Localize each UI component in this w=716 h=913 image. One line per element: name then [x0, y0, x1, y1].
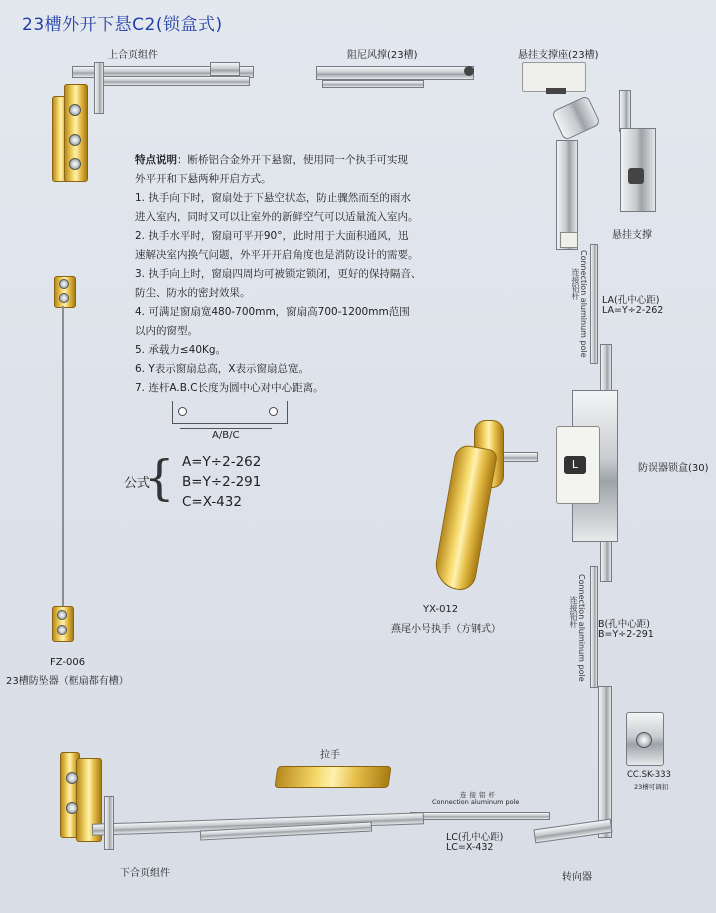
- description-line: 外平开和下悬两种开启方式。: [135, 173, 272, 185]
- la-rod-cn: 连接铝杆: [571, 268, 580, 300]
- keeper-note: 23槽可调扣: [634, 783, 669, 791]
- page-title: 23槽外开下悬C2(锁盒式): [22, 15, 223, 35]
- b-formula: B=Y÷2-291: [598, 629, 654, 640]
- hanger-seat-label: 悬挂支撑座(23槽): [518, 50, 599, 61]
- description-line: ：断桥铝合金外开下悬窗，使用同一个执手可实现: [177, 154, 408, 166]
- screw-icon: [66, 802, 78, 814]
- screw-icon: [69, 104, 81, 116]
- hanger-arm-end: [560, 232, 578, 248]
- description: [135, 151, 440, 398]
- brace-icon: {: [144, 450, 175, 506]
- bottom-hinge-label: 下合页组件: [120, 868, 170, 879]
- description-line: 3. 执手向上时，窗扇四周均可被锁定锁闭，更好的保持隔音、: [135, 268, 422, 280]
- lc-formula: LC=X-432: [446, 842, 494, 853]
- keeper-model: CC.SK-333: [627, 770, 671, 780]
- description-line: 5. 承载力≤40Kg。: [135, 344, 227, 356]
- hanger-arm-joint: [551, 95, 601, 141]
- hanger-support-catch: [628, 168, 644, 184]
- fz-cable: [62, 306, 64, 606]
- formula-list: [182, 452, 261, 512]
- formula-c: C=X-432: [182, 494, 242, 510]
- description-line: 1. 执手向下时，窗扇处于下悬空状态，防止骤然而至的雨水: [135, 192, 411, 204]
- description-line: 防尘、防水的密封效果。: [135, 287, 251, 299]
- screw-icon: [57, 625, 67, 635]
- top-hinge-arm-lower: [98, 76, 250, 86]
- hole-icon: [178, 407, 187, 416]
- description-line: 4. 可满足窗扇宽480-700mm，窗扇高700-1200mm范围: [135, 306, 410, 318]
- la-rod: [590, 244, 598, 364]
- screw-icon: [59, 293, 69, 303]
- lc-rod-en: Connection aluminum pole: [432, 798, 520, 806]
- description-line: 进入室内，同时又可以让室外的新鲜空气可以适量流入室内。: [135, 211, 419, 223]
- handle-name: 燕尾小号执手（方钢式）: [391, 624, 501, 635]
- b-rod-en: Connection aluminum pole: [577, 574, 586, 682]
- pull-label: 拉手: [320, 750, 340, 761]
- corner-horizontal: [533, 819, 612, 844]
- damper-rod: [322, 80, 424, 88]
- screw-icon: [66, 772, 78, 784]
- bottom-hinge-post: [104, 796, 114, 850]
- la-dist-label: LA(孔中心距): [602, 295, 660, 306]
- formula-b: B=Y÷2-291: [182, 474, 262, 490]
- hole-icon: [269, 407, 278, 416]
- abc-dimension-sketch: [172, 401, 288, 424]
- lc-rod: [410, 812, 550, 820]
- formula-label: 公式: [124, 476, 151, 491]
- description-heading: 特点说明: [135, 154, 177, 166]
- corner-vertical: [598, 686, 612, 838]
- damper-knob: [464, 66, 474, 76]
- handle-model: YX-012: [423, 604, 459, 615]
- top-hinge-post: [94, 62, 104, 114]
- screw-icon: [636, 732, 652, 748]
- damper-label: 阻尼风撑(23槽): [347, 50, 418, 61]
- description-line: 速解决室内换气问题，外平开开启角度也是消防设计的需要。: [135, 249, 419, 261]
- la-rod-en: Connection aluminum pole: [579, 250, 588, 358]
- b-rod-cn: 连接铝杆: [569, 596, 578, 628]
- corner-label: 转向器: [562, 872, 592, 883]
- hanger-support-rod: [619, 90, 631, 132]
- description-line: 2. 执手水平时，窗扇可平开90°，此时用于大面积通风，迅: [135, 230, 409, 242]
- handle-lever: [432, 443, 498, 592]
- screw-icon: [57, 610, 67, 620]
- anti-error-label: 防误器锁盒(30): [638, 463, 709, 474]
- top-hinge-slider: [210, 62, 240, 76]
- b-dist-label: B(孔中心距): [598, 619, 650, 630]
- screw-icon: [69, 134, 81, 146]
- lc-dist-label: LC(孔中心距): [446, 832, 504, 843]
- top-hinge-label: 上合页组件: [108, 50, 158, 61]
- description-line: 7. 连杆A.B.C长度为圆中心对中心距离。: [135, 382, 324, 394]
- screw-icon: [59, 279, 69, 289]
- la-formula: LA=Y÷2-262: [602, 305, 664, 316]
- description-line: 以内的窗型。: [135, 325, 198, 337]
- fz-name: 23槽防坠器（框扇都有槽）: [6, 676, 129, 687]
- lc-rod-cn: 连接铝杆: [460, 791, 498, 799]
- hanger-support-label: 悬挂支撑: [612, 230, 652, 241]
- screw-icon: [69, 158, 81, 170]
- lock-icon: L: [564, 456, 586, 474]
- pull-handle: [274, 766, 391, 788]
- dimension-line: [180, 428, 272, 429]
- abc-dimension-label: A/B/C: [212, 430, 240, 441]
- fz-model: FZ-006: [50, 657, 86, 668]
- description-line: 6. Y表示窗扇总高，X表示窗扇总宽。: [135, 363, 309, 375]
- hanger-seat-foot: [546, 88, 566, 94]
- b-rod: [590, 566, 598, 688]
- damper-bar: [316, 66, 474, 80]
- formula-a: A=Y÷2-262: [182, 454, 262, 470]
